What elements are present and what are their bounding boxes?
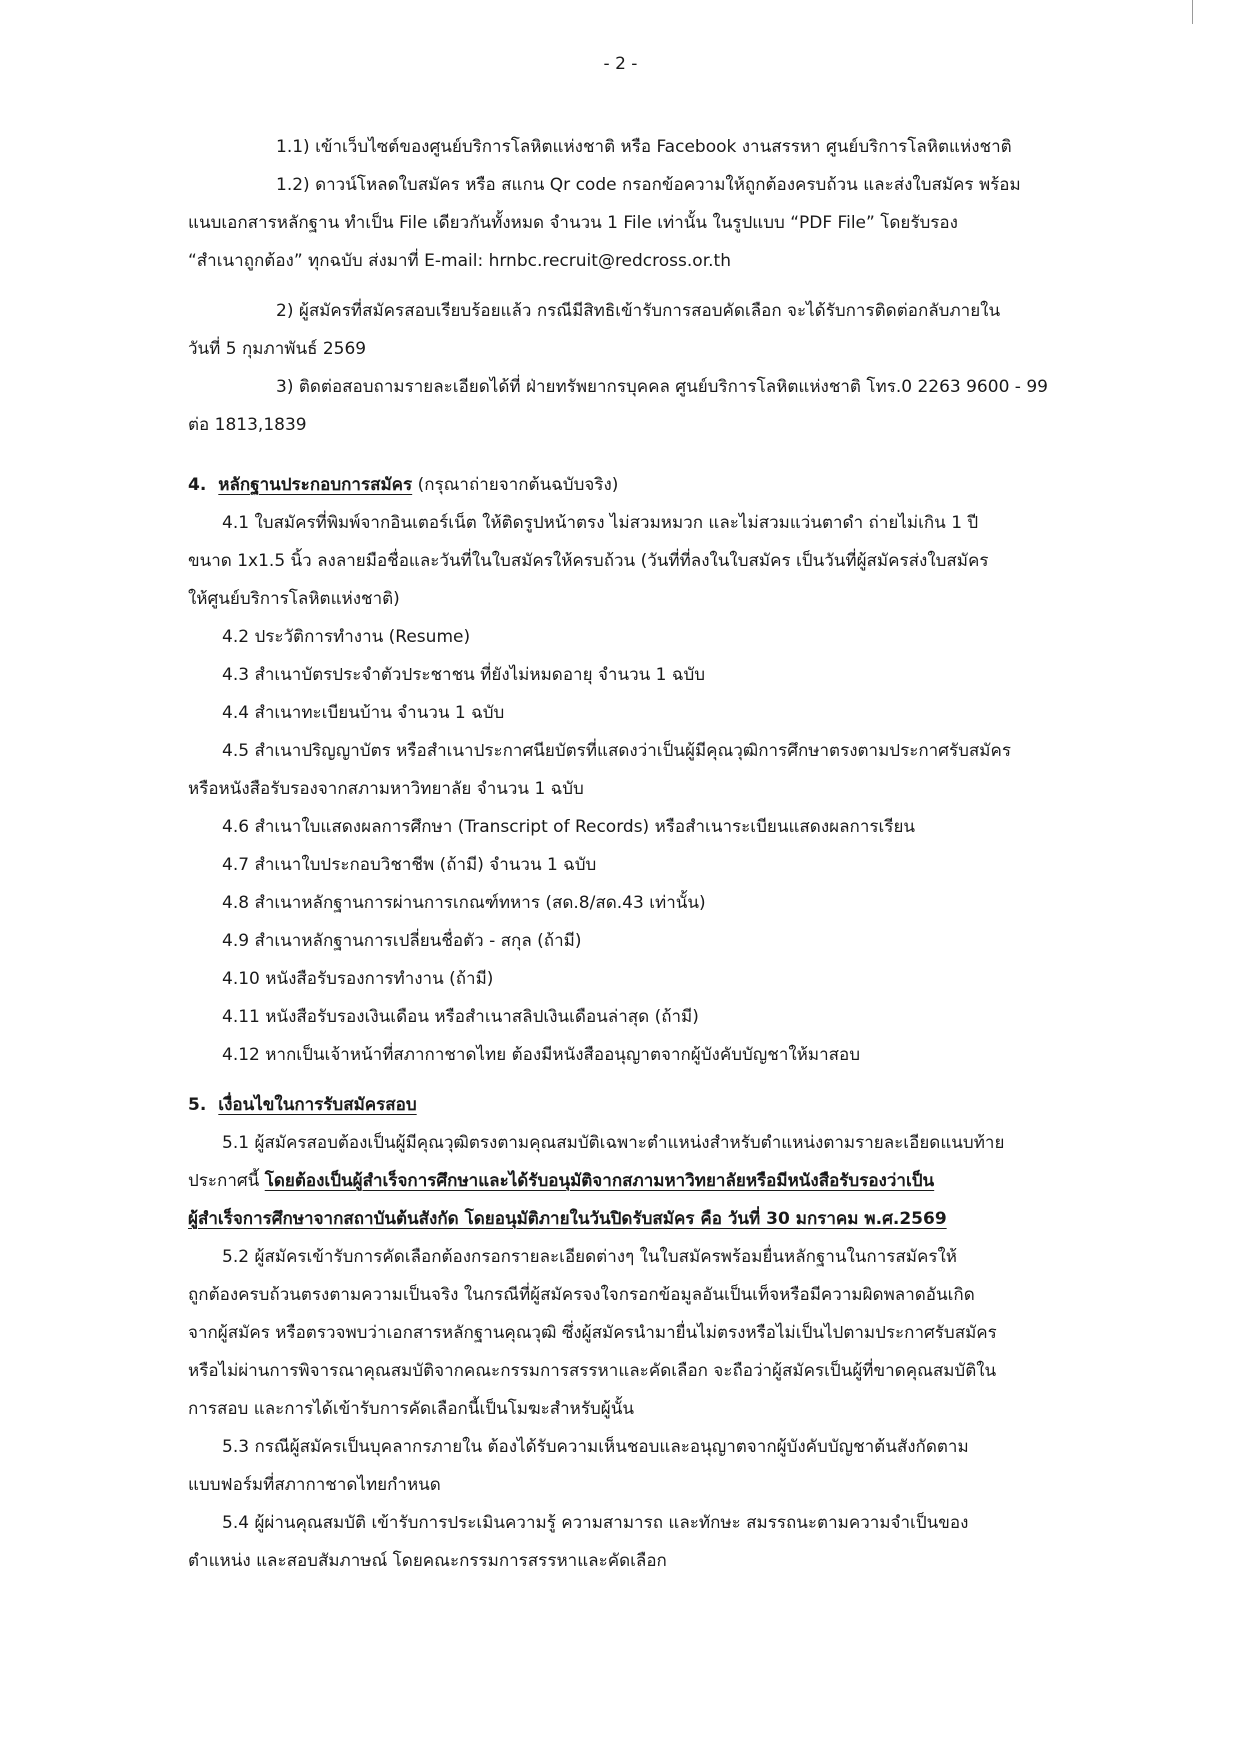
item-1-1: 1.1) เข้าเว็บไซต์ของศูนย์บริการโลหิตแห่งชาติ หรือ Facebook งานสรรหา ศูนย์บริการโลหิตแห่งชาติ (276, 137, 1012, 157)
item-4-7: 4.7 สำเนาใบประกอบวิชาชีพ (ถ้ามี) จำนวน 1 ฉบับ (222, 855, 597, 875)
item-5-2-line5: การสอบ และการได้เข้ารับการคัดเลือกนี้เป็นโมฆะสำหรับผู้นั้น (188, 1399, 635, 1419)
item-4-1-line2: ขนาด 1x1.5 นิ้ว ลงลายมือชื่อและวันที่ในใบสมัครให้ครบถ้วน (วันที่ที่ลงในใบสมัคร เป็นวันที่ผู้สมัครส่งใบสมัคร (188, 551, 989, 571)
item-1-2-line3: “สำเนาถูกต้อง” ทุกฉบับ ส่งมาที่ E-mail: hrnbc.recruit@redcross.or.th (188, 251, 731, 271)
item-1-2-line1: 1.2) ดาวน์โหลดใบสมัคร หรือ สแกน Qr code กรอกข้อความให้ถูกต้องครบถ้วน และส่งใบสมัคร พร้อม (276, 175, 1021, 195)
item-4-1-line3: ให้ศูนย์บริการโลหิตแห่งชาติ) (188, 589, 400, 609)
item-5-2-line1: 5.2 ผู้สมัครเข้ารับการคัดเลือกต้องกรอกรายละเอียดต่างๆ ในใบสมัครพร้อมยื่นหลักฐานในการสมัครให้ (222, 1247, 957, 1267)
item-4-5-line2: หรือหนังสือรับรองจากสภามหาวิทยาลัย จำนวน 1 ฉบับ (188, 779, 584, 799)
item-4-5-line1: 4.5 สำเนาปริญญาบัตร หรือสำเนาประกาศนียบัตรที่แสดงว่าเป็นผู้มีคุณวุฒิการศึกษาตรงตามประกาศรับสมัคร (222, 741, 1011, 761)
item-3-line2: ต่อ 1813,1839 (188, 415, 307, 435)
section-5-title: เงื่อนไขในการรับสมัครสอบ (218, 1095, 417, 1115)
item-4-3: 4.3 สำเนาบัตรประจำตัวประชาชน ที่ยังไม่หมดอายุ จำนวน 1 ฉบับ (222, 665, 706, 685)
item-4-2: 4.2 ประวัติการทำงาน (Resume) (222, 627, 471, 647)
item-1-2-line2: แนบเอกสารหลักฐาน ทำเป็น File เดียวกันทั้งหมด จำนวน 1 File เท่านั้น ในรูปแบบ “PDF File” โดยรับรอง (188, 213, 958, 233)
item-5-1-line2 (188, 1162, 1150, 1200)
item-5-3-line1: 5.3 กรณีผู้สมัครเป็นบุคลากรภายใน ต้องได้รับความเห็นชอบและอนุญาตจากผู้บังคับบัญชาต้นสังกัดตาม (222, 1437, 969, 1457)
item-2-line1: 2) ผู้สมัครที่สมัครสอบเรียบร้อยแล้ว กรณีมีสิทธิเข้ารับการสอบคัดเลือก จะได้รับการติดต่อกลับภายใน (276, 301, 1001, 321)
item-4-6: 4.6 สำเนาใบแสดงผลการศึกษา (Transcript of Records) หรือสำเนาระเบียนแสดงผลการเรียน (222, 817, 916, 837)
item-2-line2: วันที่ 5 กุมภาพันธ์ 2569 (188, 339, 367, 359)
item-5-1-line2-plain: ประกาศนี้ (188, 1171, 260, 1191)
item-3-line1: 3) ติดต่อสอบถามรายละเอียดได้ที่ ฝ่ายทรัพยากรบุคคล ศูนย์บริการโลหิตแห่งชาติ โทร.0 2263 9600 - 99 (276, 377, 1048, 397)
section-4-title: หลักฐานประกอบการสมัคร (218, 475, 413, 495)
section-5-number: 5. (188, 1095, 207, 1115)
item-4-11: 4.11 หนังสือรับรองเงินเดือน หรือสำเนาสลิปเงินเดือนล่าสุด (ถ้ามี) (222, 1007, 699, 1027)
item-4-10: 4.10 หนังสือรับรองการทำงาน (ถ้ามี) (222, 969, 494, 989)
item-4-4: 4.4 สำเนาทะเบียนบ้าน จำนวน 1 ฉบับ (222, 703, 505, 723)
item-5-1-line3-emphasis: ผู้สำเร็จการศึกษาจากสถาบันต้นสังกัด โดยอนุมัติภายในวันปิดรับสมัคร คือ วันที่ 30 มกราคม พ.ศ.2569 (188, 1209, 947, 1229)
item-5-2-line2: ถูกต้องครบถ้วนตรงตามความเป็นจริง ในกรณีที่ผู้สมัครจงใจกรอกข้อมูลอันเป็นเท็จหรือมีความผิดพลาดอันเกิด (188, 1285, 975, 1305)
item-5-2-line3: จากผู้สมัคร หรือตรวจพบว่าเอกสารหลักฐานคุณวุฒิ ซึ่งผู้สมัครนำมายื่นไม่ตรงหรือไม่เป็นไปตามประกาศรับสมัคร (188, 1323, 997, 1343)
section-5-heading (188, 1086, 1150, 1124)
item-5-4-line2: ตำแหน่ง และสอบสัมภาษณ์ โดยคณะกรรมการสรรหาและคัดเลือก (188, 1551, 667, 1571)
item-5-4-line1: 5.4 ผู้ผ่านคุณสมบัติ เข้ารับการประเมินความรู้ ความสามารถ และทักษะ สมรรถนะตามความจำเป็นของ (222, 1513, 969, 1533)
item-5-1-line1: 5.1 ผู้สมัครสอบต้องเป็นผู้มีคุณวุฒิตรงตามคุณสมบัติเฉพาะตำแหน่งสำหรับตำแหน่งตามรายละเอียดแนบท้าย (222, 1133, 1005, 1153)
item-5-3-line2: แบบฟอร์มที่สภากาชาดไทยกำหนด (188, 1475, 441, 1495)
item-4-1-line1: 4.1 ใบสมัครที่พิมพ์จากอินเตอร์เน็ต ให้ติดรูปหน้าตรง ไม่สวมหมวก และไม่สวมแว่นตาดำ ถ่ายไม่เกิน 1 ปี (222, 513, 979, 533)
section-4-number: 4. (188, 475, 207, 495)
document-body (188, 128, 1150, 1580)
section-4-note: (กรุณาถ่ายจากต้นฉบับจริง) (417, 475, 619, 495)
item-5-1-line2-emphasis: โดยต้องเป็นผู้สำเร็จการศึกษาและได้รับอนุมัติจากสภามหาวิทยาลัยหรือมีหนังสือรับรองว่าเป็น (264, 1171, 935, 1191)
item-4-12: 4.12 หากเป็นเจ้าหน้าที่สภากาชาดไทย ต้องมีหนังสืออนุญาตจากผู้บังคับบัญชาให้มาสอบ (222, 1045, 861, 1065)
scan-edge-mark (1192, 0, 1193, 24)
section-4-heading (188, 466, 1150, 504)
page-number: - 2 - (603, 54, 638, 74)
item-4-9: 4.9 สำเนาหลักฐานการเปลี่ยนชื่อตัว - สกุล (ถ้ามี) (222, 931, 582, 951)
item-4-8: 4.8 สำเนาหลักฐานการผ่านการเกณฑ์ทหาร (สด.8/สด.43 เท่านั้น) (222, 893, 706, 913)
item-5-2-line4: หรือไม่ผ่านการพิจารณาคุณสมบัติจากคณะกรรมการสรรหาและคัดเลือก จะถือว่าผู้สมัครเป็นผู้ที่ขาดคุณสมบัติใน (188, 1361, 997, 1381)
